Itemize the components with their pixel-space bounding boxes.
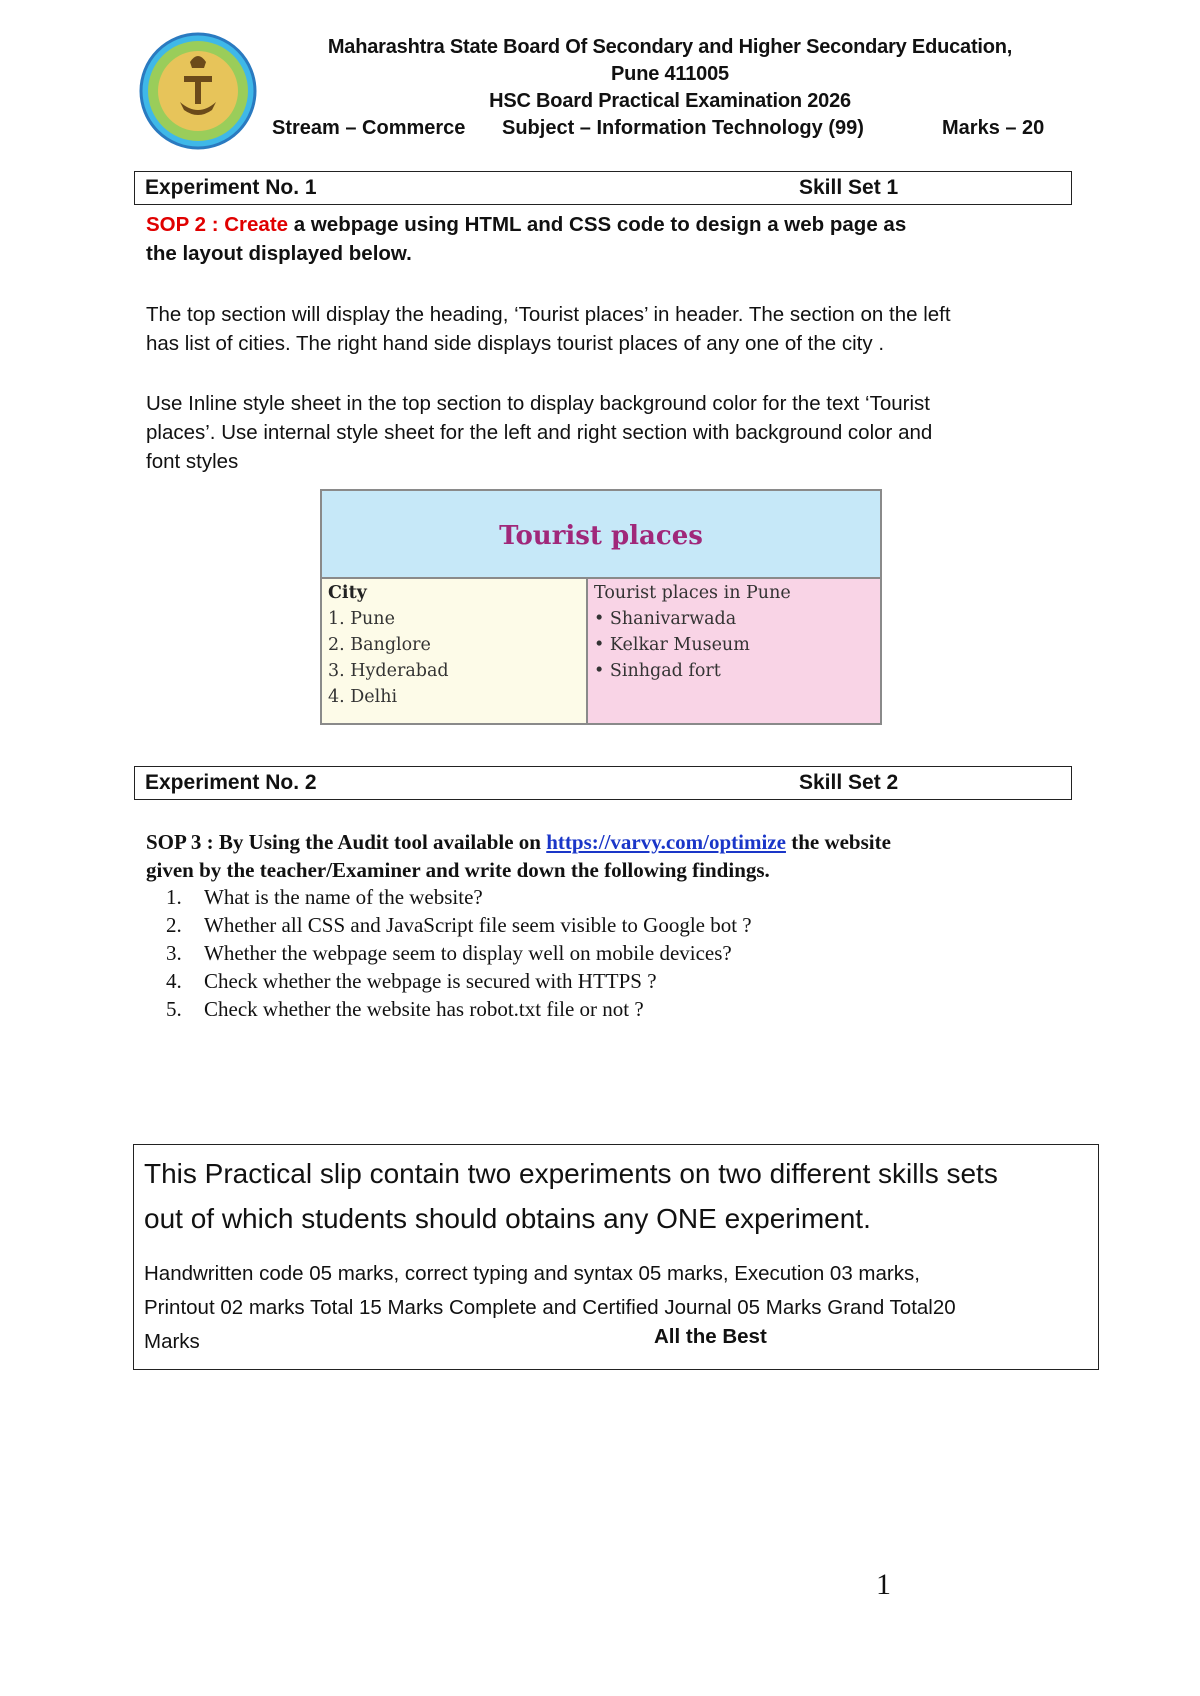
desc2-line2: places’. Use internal style sheet for the left and right section with background color and (146, 421, 933, 444)
question-number: 5. (166, 997, 182, 1021)
question-text: Check whether the website has robot.txt file or not ? (204, 997, 644, 1021)
question-text: What is the name of the website? (204, 885, 483, 909)
city-item: 3. Hyderabad (328, 661, 449, 681)
board-name: Maharashtra State Board Of Secondary and Higher Secondary Education, (327, 36, 1013, 58)
question-number: 2. (166, 913, 182, 937)
sop2-description-2 (146, 389, 1056, 476)
sop2-description-1 (146, 300, 1056, 358)
instructions-line2: out of which students should obtains any ONE experiment. (144, 1203, 871, 1234)
desc1-line1: The top section will display the heading, ‘Tourist places’ in header. The section on the left (146, 303, 951, 326)
audit-tool-link[interactable]: https://varvy.com/optimize (546, 830, 786, 854)
preview-header (322, 491, 880, 579)
sop3-prefix: SOP 3 : By Using the Audit tool available on (146, 830, 547, 854)
desc2-line3: font styles (146, 450, 239, 473)
question-item (166, 885, 483, 910)
board-logo-seal (138, 32, 258, 150)
marks-line3: Marks (144, 1330, 200, 1353)
preview-left-section (322, 579, 588, 723)
page-number: 1 (876, 1568, 891, 1601)
question-text: Whether the webpage seem to display well on mobile devices? (204, 941, 732, 965)
sop3-statement (146, 828, 1066, 884)
preview-city-heading: City (328, 583, 367, 603)
city-item: 4. Delhi (328, 687, 398, 707)
question-item (166, 969, 657, 994)
preview-title: Tourist places (499, 521, 703, 551)
exam-title: HSC Board Practical Examination 2026 (489, 90, 851, 112)
question-item (166, 997, 644, 1022)
tourist-places-preview (320, 489, 882, 725)
place-item: • Sinhgad fort (594, 661, 721, 681)
question-item (166, 913, 752, 938)
marks-line2: Printout 02 marks Total 15 Marks Complete and Certified Journal 05 Marks Grand Total20 (144, 1296, 956, 1319)
question-number: 1. (166, 885, 182, 909)
instructions-main (144, 1151, 1084, 1241)
all-the-best-text: All the Best (654, 1325, 767, 1348)
experiment-1-label: Experiment No. 1 (145, 176, 317, 199)
instructions-line1: This Practical slip contain two experiments on two different skills sets (144, 1158, 998, 1189)
preview-right-section (588, 579, 880, 723)
experiment-2-box (134, 766, 1072, 800)
experiment-1-box (134, 171, 1072, 205)
sop2-statement (146, 210, 1056, 268)
desc1-line2: has list of cities. The right hand side displays tourist places of any one of the city . (146, 332, 885, 355)
marks-breakdown (144, 1257, 1084, 1359)
question-text: Check whether the webpage is secured with HTTPS ? (204, 969, 657, 993)
city-item: 1. Pune (328, 609, 395, 629)
stream-label: Stream – Commerce (272, 117, 466, 139)
sop2-text-line2: the layout displayed below. (146, 242, 412, 265)
instructions-box (133, 1144, 1099, 1370)
skill-set-1-label: Skill Set 1 (799, 176, 899, 199)
sop3-suffix: the website (785, 830, 891, 854)
sop3-line2: given by the teacher/Examiner and write down the following findings. (146, 858, 770, 882)
sop2-prefix: SOP 2 : Create (146, 213, 289, 236)
marks-label: Marks – 20 (942, 117, 1045, 139)
question-number: 3. (166, 941, 182, 965)
subject-label: Subject – Information Technology (99) (502, 117, 864, 139)
experiment-2-label: Experiment No. 2 (145, 771, 317, 794)
board-address: Pune 411005 (611, 63, 729, 85)
desc2-line1: Use Inline style sheet in the top section to display background color for the text ‘Tourist (146, 392, 930, 415)
question-number: 4. (166, 969, 182, 993)
place-item: • Shanivarwada (594, 609, 737, 629)
marks-line1: Handwritten code 05 marks, correct typing and syntax 05 marks, Execution 03 marks, (144, 1262, 920, 1285)
preview-places-heading: Tourist places in Pune (594, 583, 791, 603)
sop2-text: a webpage using HTML and CSS code to design a web page as (288, 213, 907, 236)
skill-set-2-label: Skill Set 2 (799, 771, 899, 794)
city-item: 2. Banglore (328, 635, 431, 655)
question-item (166, 941, 732, 966)
place-item: • Kelkar Museum (594, 635, 750, 655)
question-text: Whether all CSS and JavaScript file seem visible to Google bot ? (204, 913, 752, 937)
